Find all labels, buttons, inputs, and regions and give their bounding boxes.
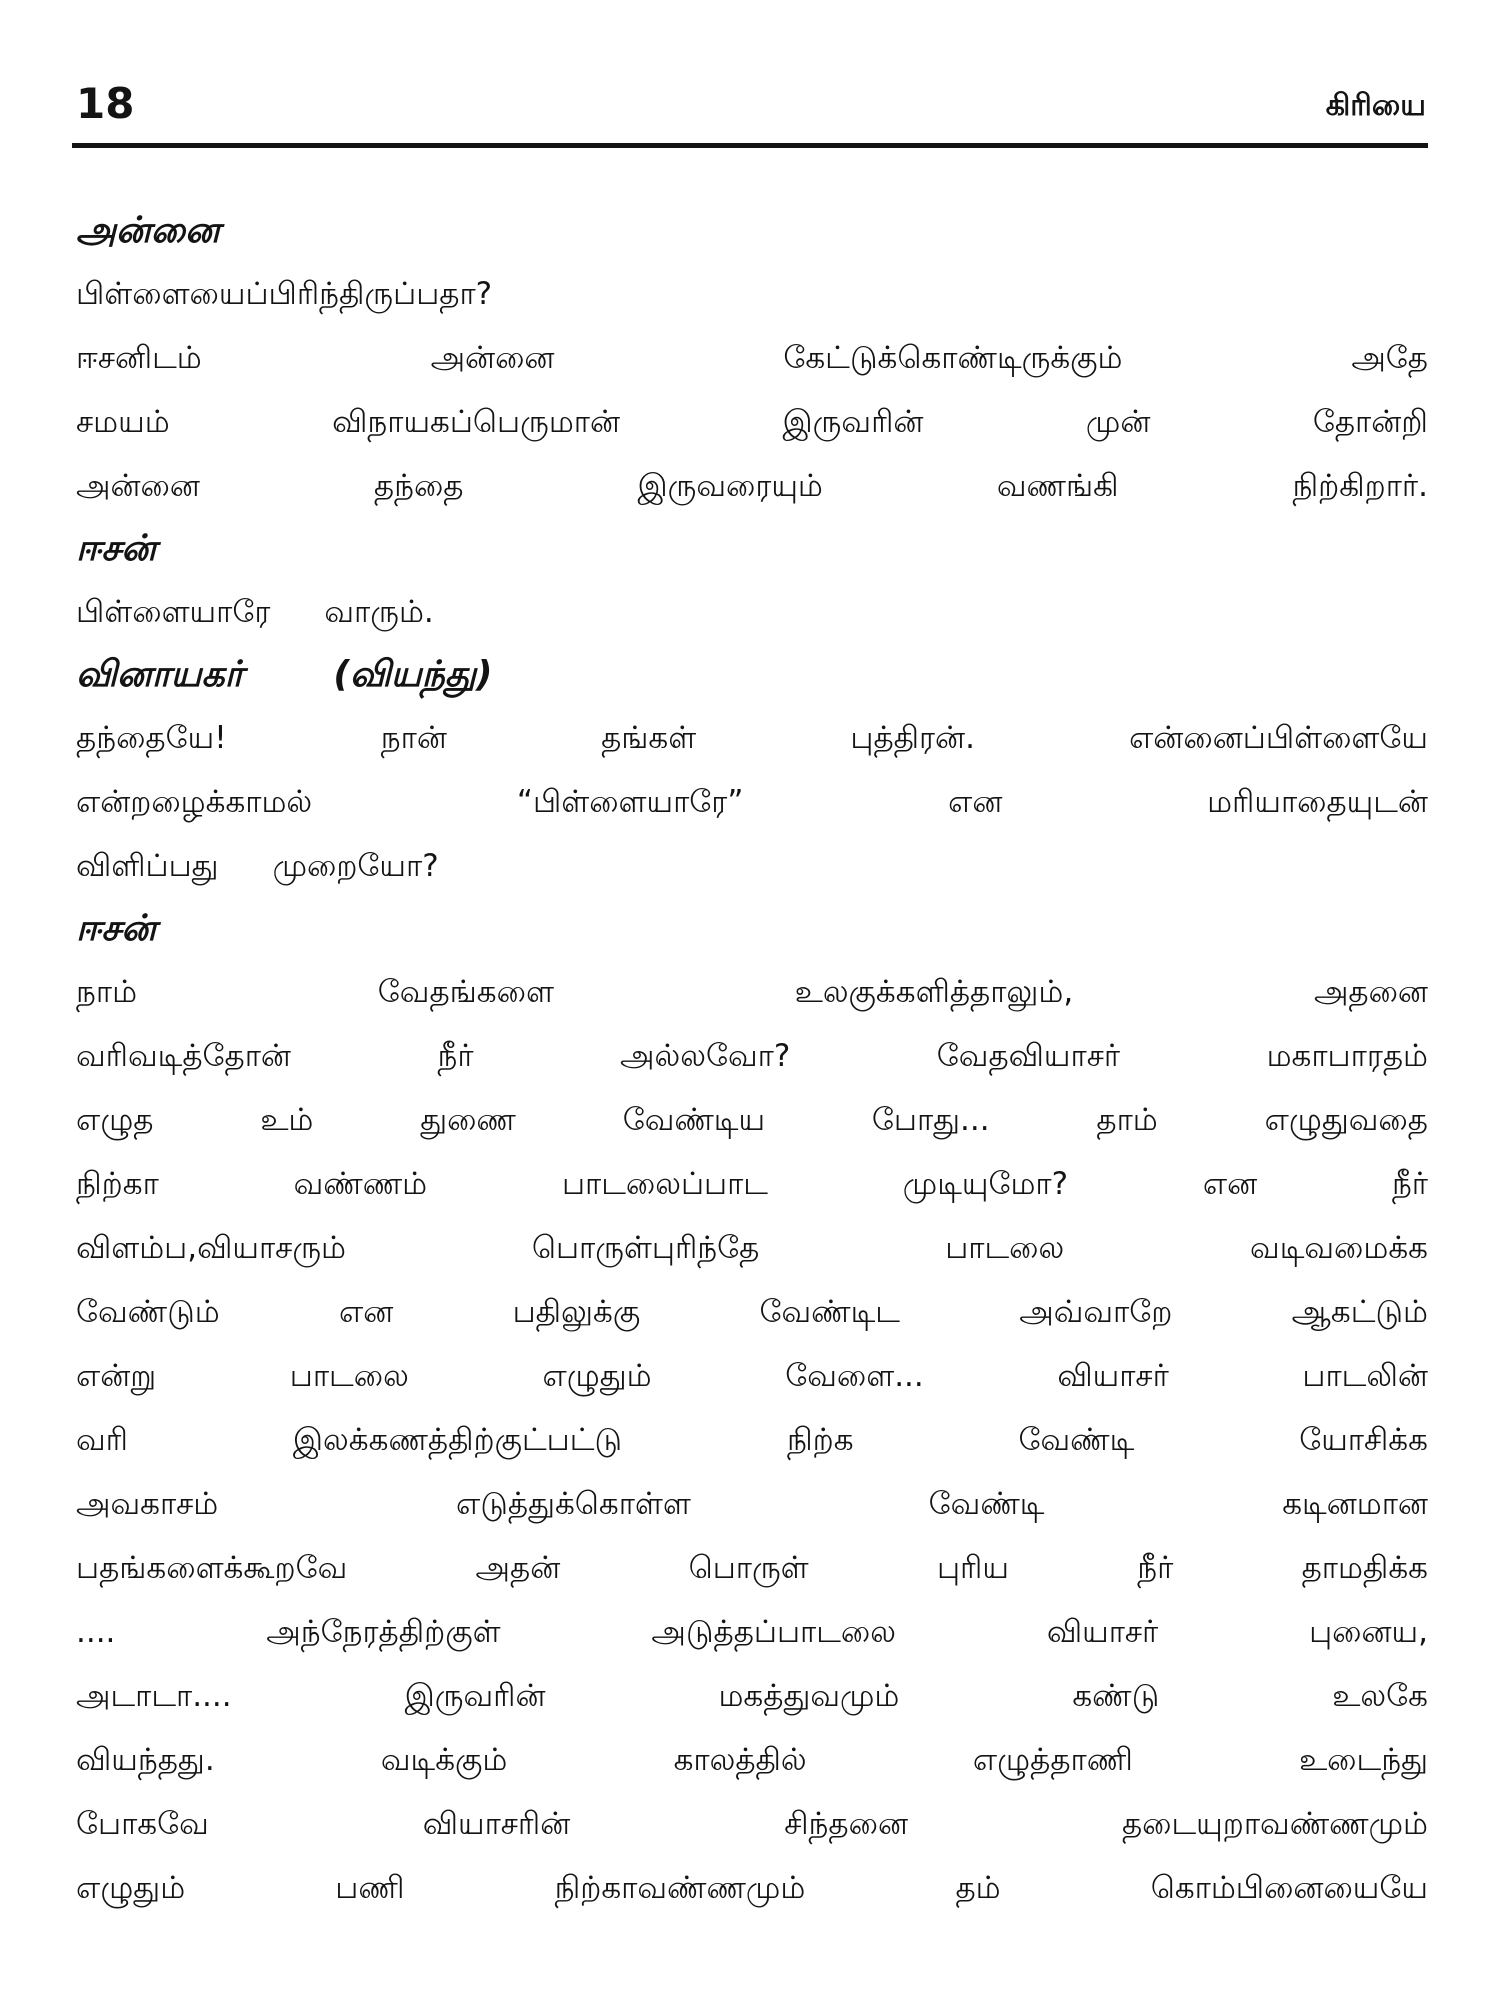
word: எழுதும் <box>542 1358 652 1394</box>
speaker-name <box>76 898 1428 960</box>
word: வியாசர் <box>1057 1358 1169 1394</box>
word: உலகுக்களித்தாலும், <box>794 974 1074 1010</box>
word: வாரும். <box>324 594 434 630</box>
word: விளிப்பது <box>76 848 219 884</box>
word: என <box>948 784 1003 820</box>
word: அடுத்தப்பாடலை <box>651 1614 896 1650</box>
word: உம் <box>260 1102 314 1138</box>
word: நிற்காவண்ணமும் <box>554 1870 806 1906</box>
word: என்றழைக்காமல் <box>76 784 313 820</box>
word: அன்னை <box>76 468 200 504</box>
word: அதனை <box>1313 974 1428 1010</box>
word: என்று <box>76 1358 157 1394</box>
word: பொருள்புரிந்தே <box>531 1230 760 1266</box>
word: அந்நேரத்திற்குள் <box>266 1614 501 1650</box>
word: அவ்வாறே <box>1019 1294 1173 1330</box>
word: என <box>339 1294 394 1330</box>
word: நீர் <box>1391 1166 1428 1202</box>
word: கேட்டுக்கொண்டிருக்கும் <box>783 340 1123 376</box>
word: தோன்றி <box>1312 404 1428 440</box>
word: பாடலின் <box>1302 1358 1428 1394</box>
speaker-name <box>76 644 1428 706</box>
text-line <box>76 960 1428 1024</box>
word: இருவரின் <box>782 404 924 440</box>
word: யோசிக்க <box>1299 1422 1428 1458</box>
word: தாம் <box>1096 1102 1158 1138</box>
page-body <box>76 200 1428 1920</box>
word: இருவரின் <box>404 1678 546 1714</box>
word: சிந்தனை <box>784 1806 909 1842</box>
word: சமயம் <box>76 404 170 440</box>
word: தம் <box>955 1870 1001 1906</box>
word: உலகே <box>1332 1678 1428 1714</box>
text-line <box>76 1152 1428 1216</box>
text-line <box>76 834 1428 898</box>
speaker-label: அன்னை <box>76 210 220 251</box>
word: வேண்டும் <box>76 1294 220 1330</box>
word: “பிள்ளையாரே” <box>516 784 744 820</box>
page-header <box>76 78 1426 142</box>
word: பதங்களைக்கூறவே <box>76 1550 348 1586</box>
word: முடியுமோ? <box>902 1166 1069 1202</box>
text-line <box>76 1536 1428 1600</box>
text-line <box>76 1472 1428 1536</box>
text-line <box>76 706 1428 770</box>
word: போது... <box>871 1102 990 1138</box>
text-line <box>76 1344 1428 1408</box>
word: உடைந்து <box>1299 1742 1428 1778</box>
word: பிள்ளையைப்பிரிந்திருப்பதா? <box>76 276 493 312</box>
word: வண்ணம் <box>293 1166 428 1202</box>
word: போகவே <box>76 1806 209 1842</box>
word: முன் <box>1085 404 1151 440</box>
word: எழுத்தாணி <box>972 1742 1133 1778</box>
word: இருவரையும் <box>637 468 823 504</box>
word: பதிலுக்கு <box>512 1294 641 1330</box>
word: விநாயகப்பெருமான் <box>332 404 621 440</box>
word: புனைய, <box>1309 1614 1428 1650</box>
word: மகாபாரதம் <box>1266 1038 1428 1074</box>
text-line <box>76 770 1428 834</box>
word: வேண்டி <box>1018 1422 1135 1458</box>
word: அடாடா.... <box>76 1678 232 1714</box>
word: வரி <box>76 1422 128 1458</box>
word: கண்டு <box>1072 1678 1160 1714</box>
word: ஈசனிடம் <box>76 340 202 376</box>
text-line <box>76 262 1428 326</box>
word: பாடலைப்பாட <box>561 1166 768 1202</box>
word: மகத்துவமும் <box>718 1678 900 1714</box>
word: எழுத <box>76 1102 154 1138</box>
word: பாடலை <box>945 1230 1065 1266</box>
word: தாமதிக்க <box>1301 1550 1428 1586</box>
text-line <box>76 580 1428 644</box>
word: வரிவடித்தோன் <box>76 1038 291 1074</box>
text-line <box>76 1088 1428 1152</box>
word: வேளை... <box>785 1358 924 1394</box>
word: வியாசரின் <box>422 1806 571 1842</box>
word: வணங்கி <box>996 468 1119 504</box>
word: அதே <box>1351 340 1428 376</box>
word: நான் <box>380 720 447 756</box>
word: முறையோ? <box>272 848 439 884</box>
word: ஆகட்டும் <box>1291 1294 1428 1330</box>
word: எழுதும் <box>76 1870 186 1906</box>
word: அன்னை <box>430 340 555 376</box>
word: நீர் <box>1137 1550 1174 1586</box>
speaker-label: ஈசன் <box>76 528 157 569</box>
word: அதன் <box>475 1550 561 1586</box>
word: வேண்டிய <box>622 1102 766 1138</box>
word: நீர் <box>437 1038 474 1074</box>
word: என்னைப்பிள்ளையே <box>1129 720 1428 756</box>
word: புரிய <box>936 1550 1009 1586</box>
speaker-name <box>76 518 1428 580</box>
text-line <box>76 1792 1428 1856</box>
word: விளம்ப,வியாசரும் <box>76 1230 346 1266</box>
word: எடுத்துக்கொள்ள <box>456 1486 691 1522</box>
word: புத்திரன். <box>850 720 975 756</box>
speaker-label: ஈசன் <box>76 908 157 949</box>
text-line <box>76 1856 1428 1920</box>
word: தங்கள் <box>601 720 697 756</box>
word: வியாசர் <box>1046 1614 1159 1650</box>
word: பிள்ளையாரே <box>76 594 271 630</box>
word: .... <box>76 1614 116 1650</box>
text-line <box>76 1408 1428 1472</box>
word: கொம்பினையையே <box>1150 1870 1428 1906</box>
word: நாம் <box>76 974 138 1010</box>
word: தந்தையே! <box>76 720 227 756</box>
word: எழுதுவதை <box>1264 1102 1428 1138</box>
header-divider <box>72 143 1428 148</box>
word: வேண்டிட <box>759 1294 900 1330</box>
word: இலக்கணத்திற்குட்பட்டு <box>292 1422 623 1458</box>
word: கடினமான <box>1282 1486 1428 1522</box>
text-line <box>76 1600 1428 1664</box>
word: பொருள் <box>688 1550 809 1586</box>
text-line <box>76 1664 1428 1728</box>
word: வடிக்கும் <box>380 1742 508 1778</box>
word: பாடலை <box>289 1358 409 1394</box>
word: அவகாசம் <box>76 1486 219 1522</box>
word: நிற்க <box>786 1422 854 1458</box>
running-title: கிரியை <box>1325 88 1426 123</box>
word: அல்லவோ? <box>620 1038 791 1074</box>
word: மரியாதையுடன் <box>1207 784 1428 820</box>
stage-direction: (வியந்து) <box>333 654 493 695</box>
text-line <box>76 1280 1428 1344</box>
word: தந்தை <box>373 468 464 504</box>
text-line <box>76 1024 1428 1088</box>
word: என <box>1202 1166 1258 1202</box>
word: துணை <box>420 1102 516 1138</box>
text-line <box>76 390 1428 454</box>
text-line <box>76 454 1428 518</box>
word: காலத்தில் <box>673 1742 807 1778</box>
word: தடையுறாவண்ணமும் <box>1121 1806 1428 1842</box>
word: பணி <box>335 1870 405 1906</box>
word: நிற்கா <box>76 1166 159 1202</box>
word: வியந்தது. <box>76 1742 215 1778</box>
text-line <box>76 326 1428 390</box>
word: வேண்டி <box>928 1486 1045 1522</box>
word: நிற்கிறார். <box>1292 468 1428 504</box>
word: வடிவமைக்க <box>1250 1230 1428 1266</box>
text-line <box>76 1728 1428 1792</box>
speaker-label: வினாயகர் <box>76 654 244 695</box>
word: வேதவியாசர் <box>936 1038 1121 1074</box>
text-line <box>76 1216 1428 1280</box>
speaker-name <box>76 200 1428 262</box>
page-number: 18 <box>76 79 135 128</box>
word: வேதங்களை <box>377 974 554 1010</box>
